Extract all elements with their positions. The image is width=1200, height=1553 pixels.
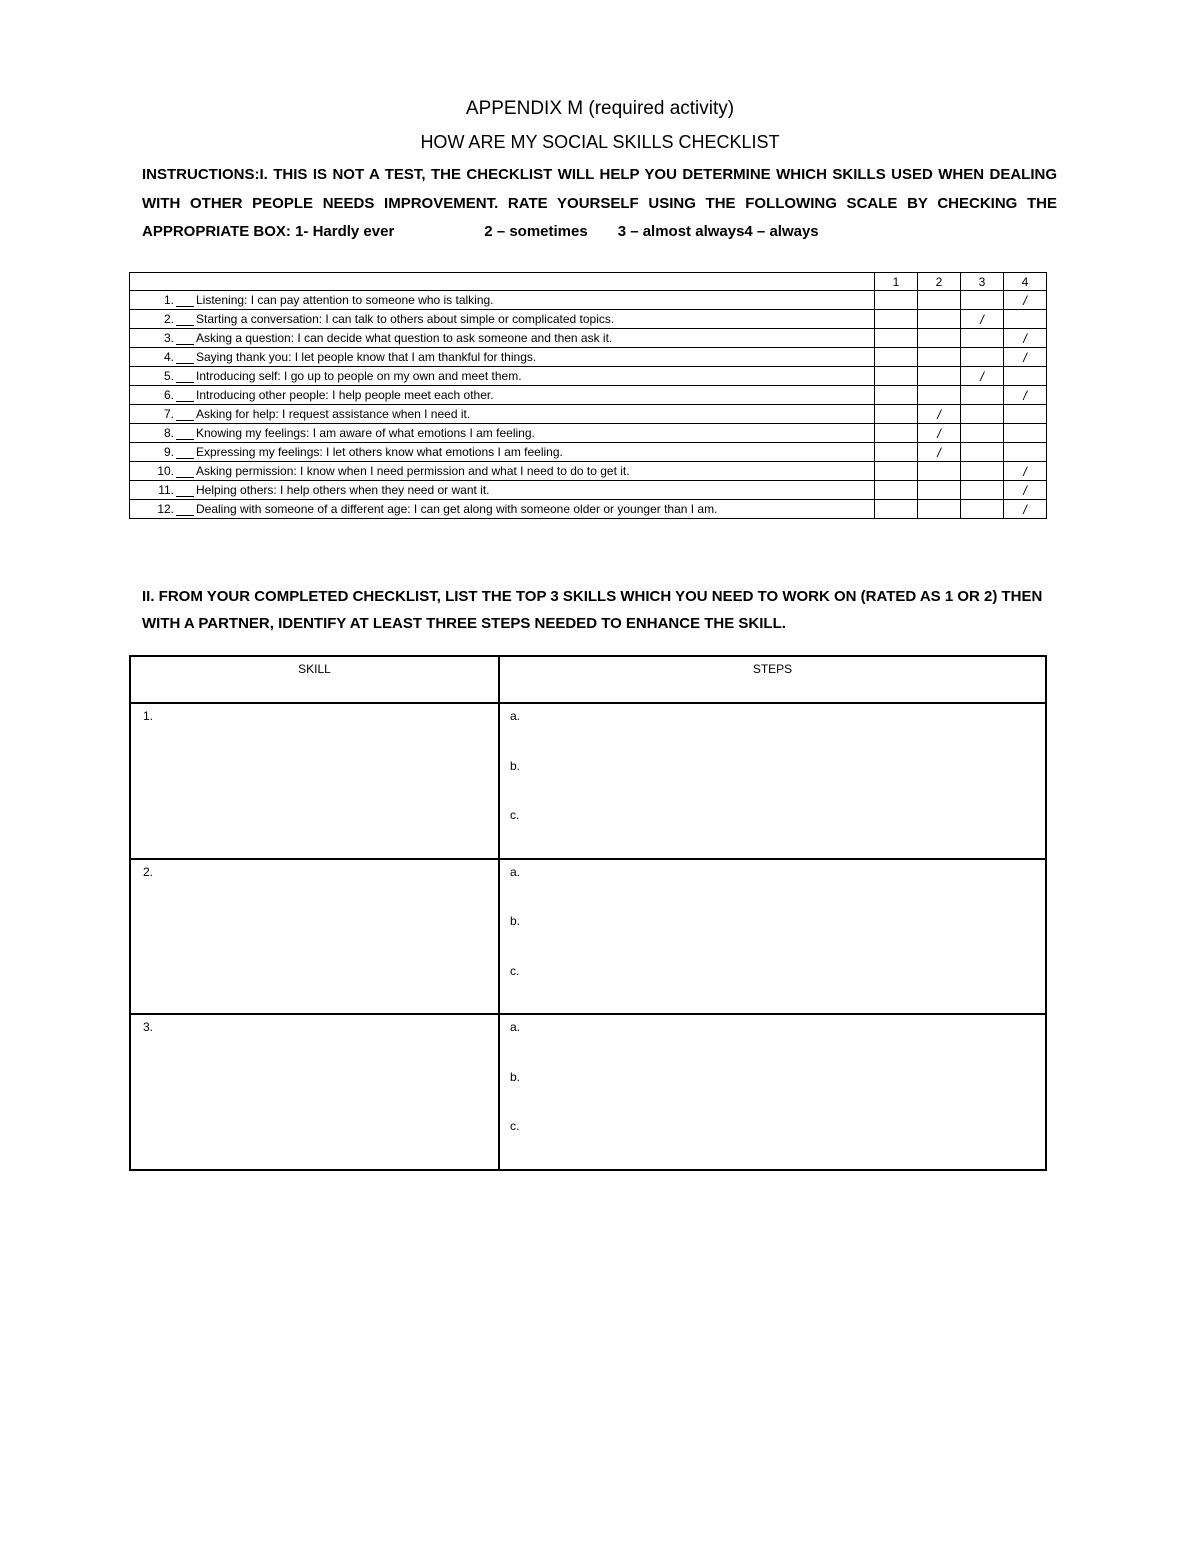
rating-cell-4[interactable] xyxy=(1004,500,1047,519)
rating-cell-3[interactable] xyxy=(961,405,1004,424)
check-mark: / xyxy=(1023,349,1027,365)
item-blank-line xyxy=(176,502,194,516)
rating-cell-1[interactable] xyxy=(875,386,918,405)
check-mark: / xyxy=(937,406,941,422)
step-item[interactable]: c. xyxy=(510,808,520,822)
page-subtitle: HOW ARE MY SOCIAL SKILLS CHECKLIST xyxy=(420,132,780,152)
item-blank-line xyxy=(176,464,194,478)
rating-cell-4[interactable] xyxy=(1004,462,1047,481)
rating-cell-1[interactable] xyxy=(875,443,918,462)
item-number: 6. xyxy=(163,388,174,402)
skill-number: 2. xyxy=(143,864,154,879)
rating-cell-4[interactable] xyxy=(1004,291,1047,310)
checklist-row xyxy=(130,500,1047,519)
rating-cell-2[interactable] xyxy=(918,481,961,500)
checklist-row xyxy=(130,310,1047,329)
item-blank-line xyxy=(176,388,194,402)
rating-cell-2[interactable] xyxy=(918,500,961,519)
checklist-row xyxy=(130,481,1047,500)
rating-cell-4[interactable] xyxy=(1004,481,1047,500)
check-mark: / xyxy=(1023,482,1027,498)
skill-cell[interactable] xyxy=(130,703,499,859)
rating-cell-1[interactable] xyxy=(875,424,918,443)
page-title: APPENDIX M (required activity) xyxy=(465,98,735,119)
rating-cell-1[interactable] xyxy=(875,481,918,500)
item-label: Asking a question: I can decide what question to ask someone and then ask it. xyxy=(196,331,613,345)
item-label: Dealing with someone of a different age: I can get along with someone older or younger than I am. xyxy=(196,502,718,516)
skill-number: 3. xyxy=(143,1020,154,1034)
step-item[interactable]: c. xyxy=(510,1119,520,1133)
checklist-row xyxy=(130,367,1047,386)
instructions-text: INSTRUCTIONS:I. THIS IS NOT A TEST, THE CHECKLIST WILL HELP YOU DETERMINE WHICH SKILLS USED WHEN DEALING WITH OTHER PEOPLE NEEDS IMPROVEMENT. RATE YOURSELF USING THE FOLLOWING SCALE BY CHECKING THE APPROPRIATE BOX: 1- Hardly ever xyxy=(142,166,1057,240)
step-item[interactable]: b. xyxy=(510,758,521,773)
rating-cell-2[interactable] xyxy=(918,443,961,462)
checklist-row xyxy=(130,443,1047,462)
check-mark: / xyxy=(980,368,984,384)
part2-instructions: II. FROM YOUR COMPLETED CHECKLIST, LIST THE TOP 3 SKILLS WHICH YOU NEED TO WORK ON (RATED AS 1 OR 2) THEN WITH A PARTNER, IDENTIFY AT LEAST THREE STEPS NEEDED TO ENHANCE THE SKILL. xyxy=(142,588,1043,632)
check-mark: / xyxy=(1023,463,1027,479)
rating-cell-1[interactable] xyxy=(875,329,918,348)
steps-cell xyxy=(499,1014,1046,1170)
steps-column-header: STEPS xyxy=(499,656,1046,703)
rating-cell-1[interactable] xyxy=(875,310,918,329)
skill-row xyxy=(130,1014,1046,1170)
item-label: Starting a conversation: I can talk to others about simple or complicated topics. xyxy=(196,312,615,326)
item-number: 2. xyxy=(163,312,174,326)
item-label: Introducing other people: I help people meet each other. xyxy=(196,388,494,402)
rating-column-3: 3 xyxy=(961,273,1004,291)
item-number: 3. xyxy=(163,331,174,345)
item-number: 4. xyxy=(163,350,174,364)
rating-cell-2[interactable] xyxy=(918,462,961,481)
skill-column-header: SKILL xyxy=(130,656,499,703)
checklist-item xyxy=(130,291,875,310)
scale-3-4-label: 3 – almost always4 – always xyxy=(617,223,819,240)
rating-cell-3[interactable] xyxy=(961,481,1004,500)
checklist-row xyxy=(130,329,1047,348)
skill-number: 1. xyxy=(143,709,154,723)
rating-cell-3[interactable] xyxy=(961,424,1004,443)
skill-cell[interactable] xyxy=(130,1014,499,1170)
item-label: Introducing self: I go up to people on my own and meet them. xyxy=(196,369,522,383)
rating-cell-3[interactable] xyxy=(961,310,1004,329)
rating-cell-2[interactable] xyxy=(918,367,961,386)
rating-cell-3[interactable] xyxy=(961,291,1004,310)
rating-cell-4[interactable] xyxy=(1004,424,1047,443)
rating-cell-4[interactable] xyxy=(1004,367,1047,386)
rating-cell-2[interactable] xyxy=(918,329,961,348)
check-mark: / xyxy=(1023,292,1027,308)
rating-cell-1[interactable] xyxy=(875,462,918,481)
rating-cell-2[interactable] xyxy=(918,310,961,329)
rating-cell-4[interactable] xyxy=(1004,405,1047,424)
rating-cell-3[interactable] xyxy=(961,443,1004,462)
skill-row xyxy=(130,859,1046,1015)
rating-cell-2[interactable] xyxy=(918,291,961,310)
item-blank-line xyxy=(176,293,194,307)
item-number: 9. xyxy=(163,445,174,459)
item-number: 5. xyxy=(163,369,174,383)
rating-cell-2[interactable] xyxy=(918,386,961,405)
step-item[interactable]: a. xyxy=(510,1020,521,1034)
step-item[interactable]: b. xyxy=(510,1069,521,1084)
item-blank-line xyxy=(176,426,194,440)
step-item[interactable]: b. xyxy=(510,914,521,928)
skill-cell[interactable] xyxy=(130,859,499,1015)
item-number: 11. xyxy=(158,483,174,497)
rating-cell-3[interactable] xyxy=(961,500,1004,519)
checklist-item xyxy=(130,424,875,443)
checklist-header-blank xyxy=(130,273,875,291)
check-mark: / xyxy=(980,311,984,327)
rating-cell-3[interactable] xyxy=(961,462,1004,481)
rating-cell-4[interactable] xyxy=(1004,443,1047,462)
checklist-item xyxy=(130,367,875,386)
rating-cell-2[interactable] xyxy=(918,348,961,367)
rating-cell-1[interactable] xyxy=(875,405,918,424)
check-mark: / xyxy=(1023,330,1027,346)
skill-row xyxy=(130,703,1046,859)
item-label: Asking permission: I know when I need permission and what I need to do to get it. xyxy=(196,464,630,478)
skills-steps-table xyxy=(129,655,1047,1171)
rating-cell-4[interactable] xyxy=(1004,386,1047,405)
item-blank-line xyxy=(176,331,194,345)
rating-cell-2[interactable] xyxy=(918,405,961,424)
checklist-item xyxy=(130,310,875,329)
checklist-row xyxy=(130,462,1047,481)
checklist-item xyxy=(130,500,875,519)
checklist-row xyxy=(130,424,1047,443)
checklist-item xyxy=(130,405,875,424)
checklist-item xyxy=(130,329,875,348)
check-mark: / xyxy=(937,444,941,460)
rating-column-2: 2 xyxy=(918,273,961,291)
checklist-item xyxy=(130,348,875,367)
checklist-row xyxy=(130,348,1047,367)
item-label: Saying thank you: I let people know that I am thankful for things. xyxy=(196,350,537,364)
rating-cell-1[interactable] xyxy=(875,348,918,367)
item-label: Expressing my feelings: I let others know what emotions I am feeling. xyxy=(196,445,563,459)
checklist-row xyxy=(130,291,1047,310)
instructions xyxy=(142,161,1057,247)
scale-2-label: 2 – sometimes xyxy=(484,223,588,240)
item-label: Knowing my feelings: I am aware of what emotions I am feeling. xyxy=(196,426,535,440)
item-blank-line xyxy=(176,445,194,459)
checklist-item xyxy=(130,462,875,481)
check-mark: / xyxy=(1023,501,1027,517)
check-mark: / xyxy=(937,425,941,441)
item-number: 1. xyxy=(163,293,174,307)
skills-header-row xyxy=(130,656,1046,703)
rating-cell-3[interactable] xyxy=(961,329,1004,348)
item-blank-line xyxy=(176,369,194,383)
checklist-item xyxy=(130,481,875,500)
checklist-row xyxy=(130,405,1047,424)
rating-cell-1[interactable] xyxy=(875,500,918,519)
rating-cell-3[interactable] xyxy=(961,348,1004,367)
rating-column-1: 1 xyxy=(875,273,918,291)
item-number: 12. xyxy=(157,502,174,516)
checklist-item xyxy=(130,443,875,462)
item-blank-line xyxy=(176,350,194,364)
step-item[interactable]: a. xyxy=(510,864,521,879)
rating-cell-4[interactable] xyxy=(1004,329,1047,348)
item-number: 8. xyxy=(163,426,174,440)
rating-cell-3[interactable] xyxy=(961,386,1004,405)
rating-cell-1[interactable] xyxy=(875,367,918,386)
rating-cell-3[interactable] xyxy=(961,367,1004,386)
skills-checklist-table xyxy=(129,272,1047,519)
item-label: Helping others: I help others when they need or want it. xyxy=(196,483,490,497)
item-number: 10. xyxy=(157,464,174,478)
rating-cell-4[interactable] xyxy=(1004,348,1047,367)
checklist-item xyxy=(130,386,875,405)
item-blank-line xyxy=(176,483,194,497)
steps-cell xyxy=(499,703,1046,859)
step-item[interactable]: a. xyxy=(510,709,521,723)
rating-cell-1[interactable] xyxy=(875,291,918,310)
item-label: Listening: I can pay attention to someone who is talking. xyxy=(196,293,494,307)
rating-column-4: 4 xyxy=(1004,273,1047,291)
rating-cell-4[interactable] xyxy=(1004,310,1047,329)
checklist-row xyxy=(130,386,1047,405)
checklist-header-row xyxy=(130,273,1047,291)
item-blank-line xyxy=(176,407,194,421)
check-mark: / xyxy=(1023,387,1027,403)
rating-cell-2[interactable] xyxy=(918,424,961,443)
steps-cell xyxy=(499,859,1046,1015)
step-item[interactable]: c. xyxy=(510,963,520,978)
item-number: 7. xyxy=(163,407,174,421)
item-label: Asking for help: I request assistance when I need it. xyxy=(196,407,471,421)
item-blank-line xyxy=(176,312,194,326)
